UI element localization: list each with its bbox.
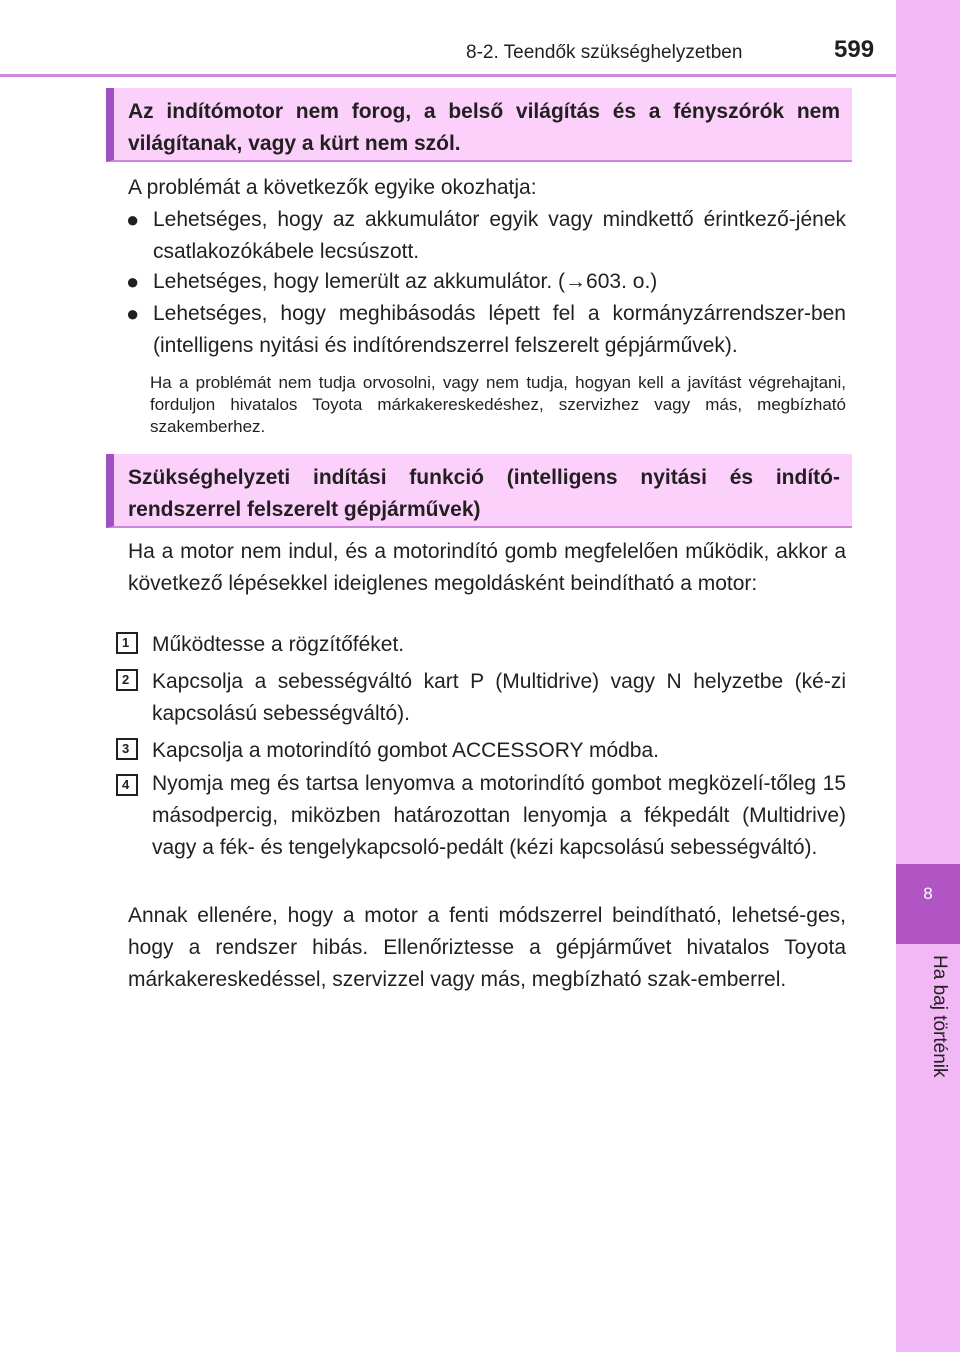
step-4-text: Nyomja meg és tartsa lenyomva a motorindító gombot megközelí-tőleg 15 másodpercig, miközben határozottan lenyomja a fékpedált (Multidrive) vagy a fék- és tengelykapcsoló-pedált (kézi kapcsolású sebességváltó). [152,772,846,859]
step-number-2: 2 [116,669,138,691]
step-number-1: 1 [116,632,138,654]
step-1-text: Működtesse a rögzítőféket. [152,633,405,656]
section2-closing: Annak ellenére, hogy a motor a fenti módszerrel beindítható, lehetsé-ges, hogy a rendszer hibás. Ellenőriztesse a gépjárművet hivatalos Toyota márkakereskedéssel, szervizzel vagy más, megbízható szak-emberrel. [128,904,846,991]
section1-bullet-3: Lehetséges, hogy meghibásodás lépett fel a kormányzárrendszer-ben (intelligens nyitási és indítórendszerrel felszerelt gépjárművek). [153,302,846,357]
chapter-number-box [896,864,960,944]
section1-bullet-2: Lehetséges, hogy lemerült az akkumulátor. (→603. o.) [153,270,658,293]
header-divider [0,74,896,77]
bullet-icon: ● [126,207,140,232]
step-number-4: 4 [116,774,138,796]
bullet-icon: ● [126,269,140,294]
section2-intro: Ha a motor nem indul, és a motorindító gomb megfelelően működik, akkor a következő lépésekkel ideiglenes megoldásként beindítható a motor: [128,540,846,595]
section-title: 8-2. Teendők szükséghelyzetben [466,42,743,63]
section1-note: Ha a problémát nem tudja orvosolni, vagy nem tudja, hogyan kell a javítást végrehajtani, forduljon hivatalos Toyota márkakereskedéshez, szervizhez vagy más, megbízható szakemberhez. [150,373,846,436]
bullet-icon: ● [126,301,140,326]
step-number-3: 3 [116,738,138,760]
chapter-side-tab [896,0,960,1352]
step-3-text: Kapcsolja a motorindító gombot ACCESSORY módba. [152,739,659,762]
step-2-text: Kapcsolja a sebességváltó kart P (Multidrive) vagy N helyzetbe (ké-zi kapcsolású sebességváltó). [152,670,846,725]
page-number: 599 [834,36,875,63]
chapter-number: 8 [923,884,933,903]
section1-intro: A problémát a következők egyike okozhatja: [128,176,537,199]
section1-heading: Az indítómotor nem forog, a belső világítás és a fényszórók nem világítanak, vagy a kürt nem szól. [106,88,852,162]
section1-bullet-1: Lehetséges, hogy az akkumulátor egyik vagy mindkettő érintkező-jének csatlakozókábele lecsúszott. [153,208,846,263]
section2-heading: Szükséghelyzeti indítási funkció (intelligens nyitási és indító-rendszerrel felszerelt gépjárművek) [106,454,852,528]
chapter-title: Ha baj történik [929,955,950,1078]
